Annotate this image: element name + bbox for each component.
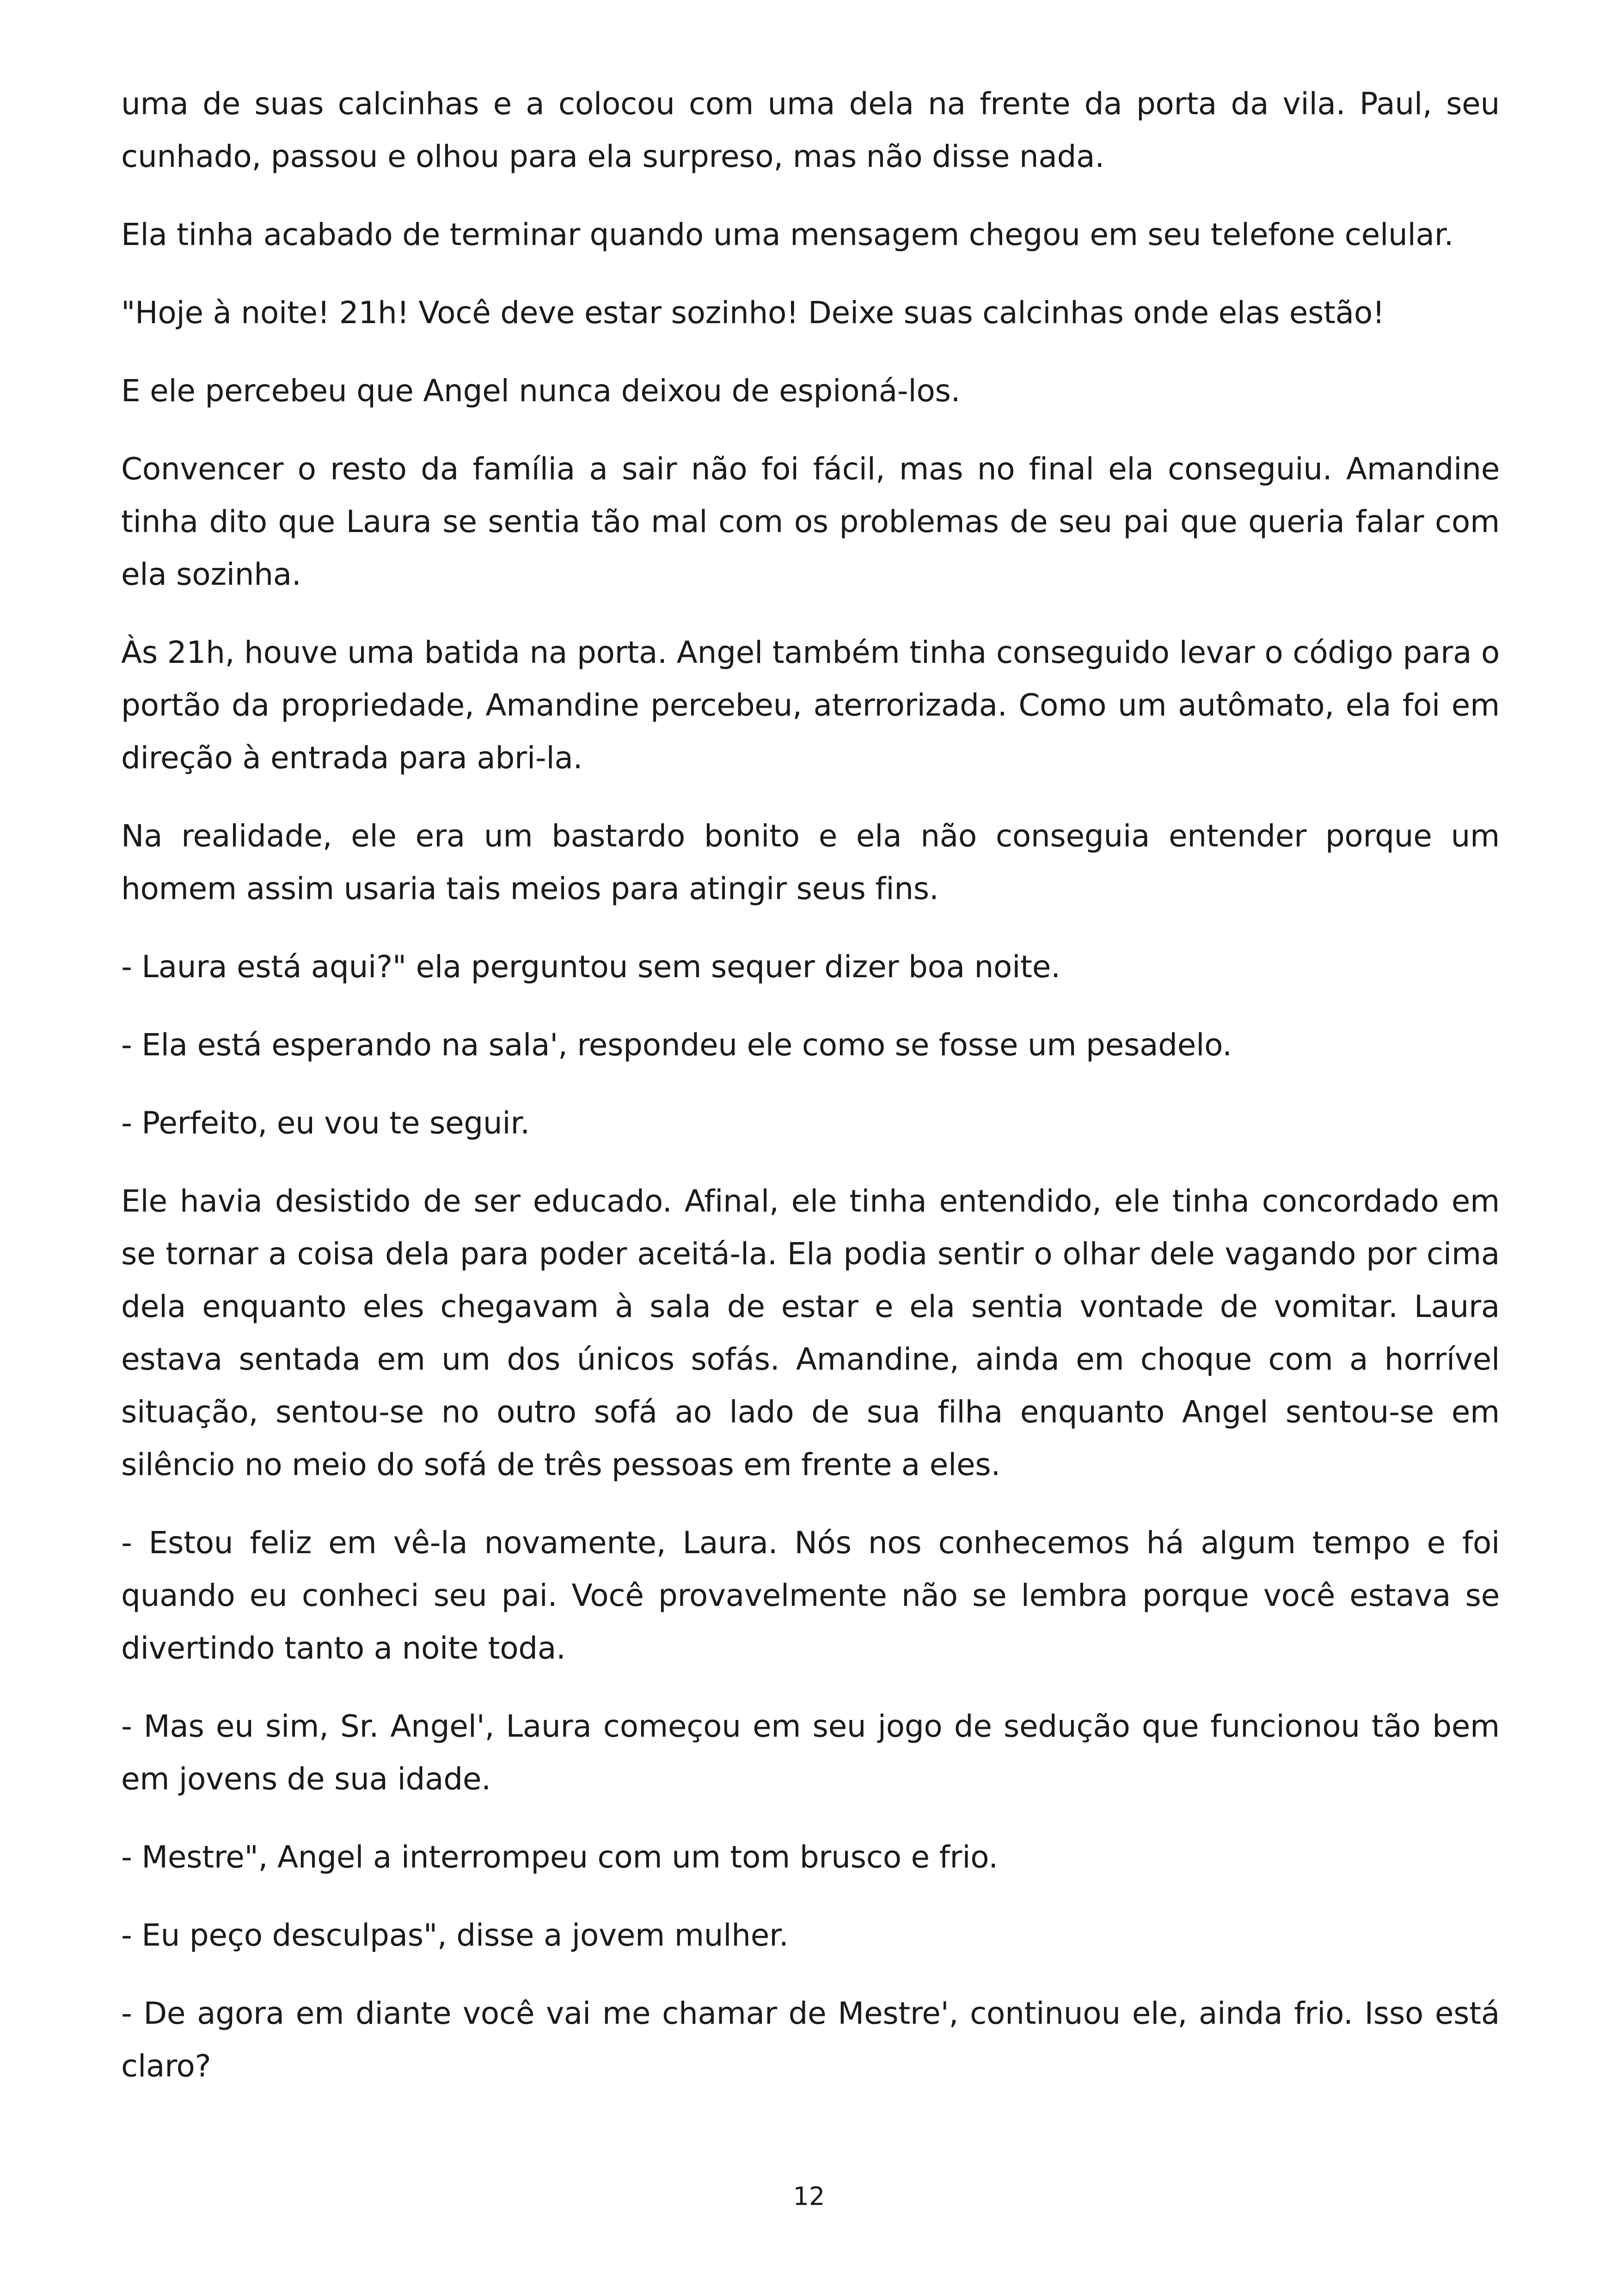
page-number: 12: [793, 2182, 825, 2211]
paragraph: - Estou feliz em vê-la novamente, Laura. Nós nos conhecemos há algum tempo e foi quando eu conheci seu pai. Você provavelmente não se lembra porque você estava se divertindo tanto a noite toda.: [121, 1525, 1500, 1666]
paragraph: E ele percebeu que Angel nunca deixou de espioná-los.: [121, 373, 961, 409]
paragraph: - Laura está aqui?" ela perguntou sem sequer dizer boa noite.: [121, 949, 1060, 985]
paragraph: Às 21h, houve uma batida na porta. Angel também tinha conseguido levar o código para o portão da propriedade, Amandine percebeu, aterrorizada. Como um autômato, ela foi em direção à entrada para abri-la.: [121, 635, 1500, 776]
paragraph: - Mestre", Angel a interrompeu com um tom brusco e frio.: [121, 1839, 998, 1875]
paragraph: Ela tinha acabado de terminar quando uma mensagem chegou em seu telefone celular.: [121, 217, 1454, 252]
paragraph: - De agora em diante você vai me chamar de Mestre', continuou ele, ainda frio. Isso está claro?: [121, 1996, 1500, 2084]
paragraph: - Mas eu sim, Sr. Angel', Laura começou em seu jogo de sedução que funcionou tão bem em jovens de sua idade.: [121, 1708, 1500, 1797]
paragraph: Ele havia desistido de ser educado. Afinal, ele tinha entendido, ele tinha concordado em se tornar a coisa dela para poder aceitá-la. Ela podia sentir o olhar dele vagando por cima dela enquanto eles chegavam à sala de estar e ela sentia vontade de vomitar. Laura estava sentada em um dos únicos sofás. Amandine, ainda em choque com a horrível situação, sentou-se no outro sofá ao lado de sua filha enquanto Angel sentou-se em silêncio no meio do sofá de três pessoas em frente a eles.: [121, 1183, 1500, 1482]
paragraph: uma de suas calcinhas e a colocou com uma dela na frente da porta da vila. Paul, seu cunhado, passou e olhou para ela surpreso, mas não disse nada.: [121, 86, 1500, 174]
paragraph: Na realidade, ele era um bastardo bonito e ela não conseguia entender porque um homem assim usaria tais meios para atingir seus fins.: [121, 818, 1500, 906]
paragraph: - Perfeito, eu vou te seguir.: [121, 1105, 530, 1141]
paragraph: "Hoje à noite! 21h! Você deve estar sozinho! Deixe suas calcinhas onde elas estão!: [121, 295, 1385, 331]
paragraph: - Eu peço desculpas", disse a jovem mulher.: [121, 1917, 789, 1953]
paragraph: - Ela está esperando na sala', respondeu ele como se fosse um pesadelo.: [121, 1027, 1232, 1063]
page-body: [121, 78, 1500, 2118]
paragraph: Convencer o resto da família a sair não foi fácil, mas no final ela conseguiu. Amandine tinha dito que Laura se sentia tão mal com os problemas de seu pai que queria falar com ela sozinha.: [121, 451, 1500, 592]
